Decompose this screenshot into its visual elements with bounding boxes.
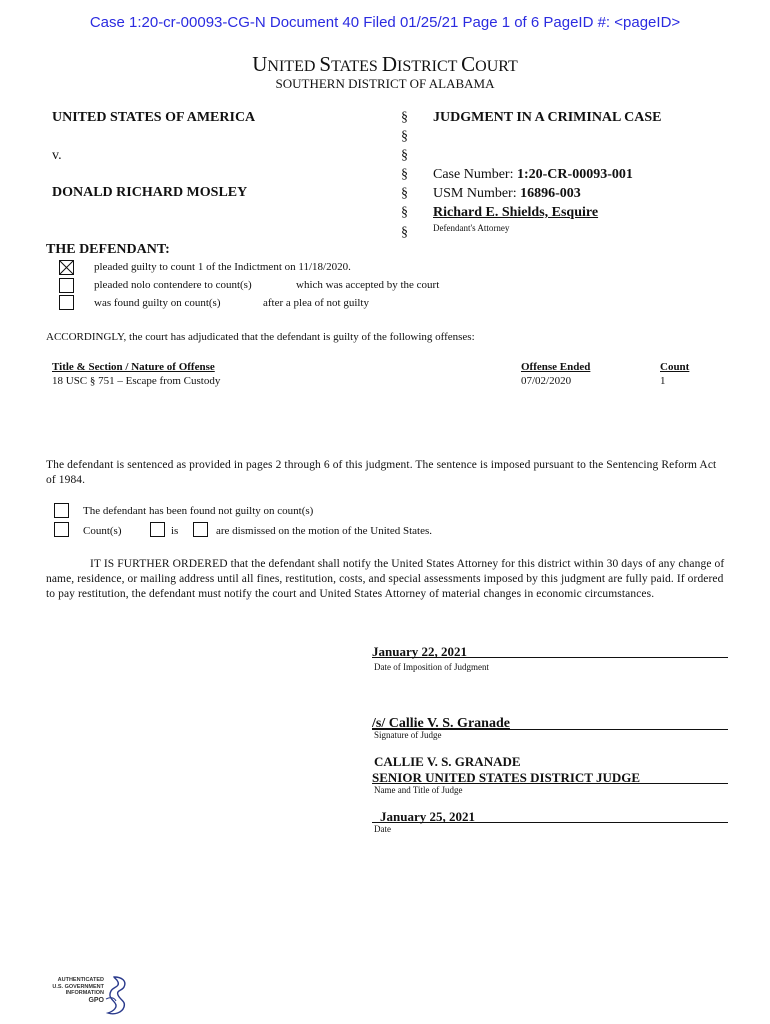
- section-symbol: §: [401, 167, 408, 182]
- judge-title: SENIOR UNITED STATES DISTRICT JUDGE: [372, 770, 641, 785]
- section-symbol: §: [401, 110, 408, 125]
- further-order-paragraph: IT IS FURTHER ORDERED that the defendant shall notify the United States Attorney for this district within 30 days of any change of name, residence, or mailing address until all fines, restitution, costs, and special assessments imposed by this judgment are fully paid. If ordered to pay restitution, the defendant must notify the court and United States Attorney of material changes in economic circumstances.: [46, 558, 725, 600]
- usm-number: USM Number: 16896-003: [433, 186, 581, 201]
- signed-date-label: Date: [374, 824, 391, 834]
- is-label: is: [171, 525, 179, 537]
- defense-attorney: Richard E. Shields, Esquire: [433, 205, 599, 220]
- imposition-date-line: [372, 643, 728, 658]
- imposition-date-label: Date of Imposition of Judgment: [374, 662, 489, 672]
- section-symbol: §: [401, 205, 408, 220]
- checkbox-pleaded-guilty: [59, 260, 74, 275]
- checkbox-nolo-contendere: [59, 278, 74, 293]
- adjudication-statement: ACCORDINGLY, the court has adjudicated that the defendant is guilty of the following offenses:: [46, 331, 475, 343]
- option-nolo-accepted: which was accepted by the court: [296, 279, 440, 291]
- attorney-label: Defendant's Attorney: [433, 223, 510, 233]
- offense-ended-column-header: Offense Ended: [521, 361, 591, 373]
- option-nolo-contendere: pleaded nolo contendere to count(s): [94, 279, 252, 291]
- plaintiff-name: UNITED STATES OF AMERICA: [52, 110, 256, 125]
- checkbox-found-guilty: [59, 295, 74, 310]
- offense-ended-cell: 07/02/2020: [521, 375, 572, 387]
- offense-column-header: Title & Section / Nature of Offense: [52, 361, 215, 373]
- case-number: Case Number: 1:20-CR-00093-001: [433, 167, 633, 182]
- name-title-label: Name and Title of Judge: [374, 785, 463, 795]
- document-header-banner: Case 1:20-cr-00093-CG-N Document 40 Filed 01/25/21 Page 1 of 6 PageID #: <pageID>: [89, 14, 681, 31]
- option-pleaded-guilty: pleaded guilty to count 1 of the Indictment on 11/18/2020.: [94, 261, 351, 273]
- option-after-plea: after a plea of not guilty: [263, 297, 369, 309]
- signature-label: Signature of Judge: [374, 730, 442, 740]
- signed-date: January 25, 2021: [380, 809, 475, 824]
- defendant-heading: THE DEFENDANT:: [46, 242, 170, 257]
- section-symbol: §: [401, 129, 408, 144]
- dismissed-statement: are dismissed on the motion of the United States.: [216, 525, 432, 537]
- offense-cell: 18 USC § 751 – Escape from Custody: [52, 375, 221, 387]
- checkbox-is: [150, 522, 165, 537]
- signed-date-line: [372, 808, 728, 823]
- judgment-title: JUDGMENT IN A CRIMINAL CASE: [433, 110, 662, 125]
- checkbox-counts-dismissed: [54, 522, 69, 537]
- defendant-name: DONALD RICHARD MOSLEY: [52, 185, 248, 200]
- section-symbol: §: [401, 225, 408, 240]
- imposition-date: January 22, 2021: [372, 644, 467, 659]
- option-found-guilty: was found guilty on count(s): [94, 297, 221, 309]
- signature-line: [372, 714, 728, 730]
- section-symbol: §: [401, 186, 408, 201]
- count-column-header: Count: [660, 361, 690, 373]
- section-symbol: §: [401, 148, 408, 163]
- court-title: UNITED STATES DISTRICT COURT: [252, 52, 518, 76]
- court-district: SOUTHERN DISTRICT OF ALABAMA: [275, 76, 495, 91]
- seal-text: AUTHENTICATED U.S. GOVERNMENT INFORMATION GPO: [52, 977, 104, 1004]
- counts-label: Count(s): [83, 525, 122, 537]
- versus-label: v.: [52, 148, 62, 163]
- not-guilty-statement: The defendant has been found not guilty on count(s): [83, 505, 314, 517]
- judge-name: CALLIE V. S. GRANADE: [374, 754, 521, 769]
- count-cell: 1: [660, 375, 666, 387]
- sentencing-statement: The defendant is sentenced as provided in pages 2 through 6 of this judgment. The sentence is imposed pursuant to the Sentencing Reform Act of 1984.: [46, 459, 717, 486]
- eagle-icon: [100, 975, 130, 1017]
- gpo-authentication-seal: [42, 975, 132, 1017]
- judge-signature: /s/ Callie V. S. Granade: [372, 716, 510, 731]
- checkbox-not-guilty: [54, 503, 69, 518]
- checkbox-are: [193, 522, 208, 537]
- judge-title-line: [372, 769, 728, 784]
- check-x-icon: [60, 261, 73, 274]
